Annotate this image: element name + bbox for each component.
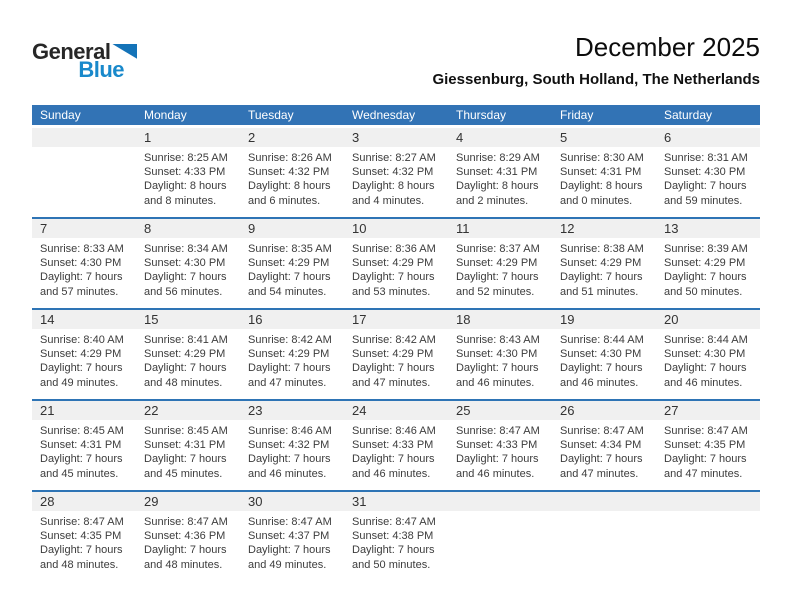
daylight-text: Daylight: 8 hours and 4 minutes.	[352, 180, 435, 207]
day-cell	[240, 238, 344, 308]
day-number-band	[32, 310, 760, 329]
daylight-text: Daylight: 7 hours and 46 minutes.	[248, 453, 331, 480]
sunrise-text: Sunrise: 8:34 AM	[144, 243, 228, 255]
day-cell	[552, 147, 656, 217]
day-number: 25	[456, 403, 471, 418]
daylight-text: Daylight: 7 hours and 46 minutes.	[456, 453, 539, 480]
day-number: 19	[560, 312, 575, 327]
sunrise-text: Sunrise: 8:36 AM	[352, 243, 436, 255]
daylight-text: Daylight: 8 hours and 2 minutes.	[456, 180, 539, 207]
sunset-text: Sunset: 4:35 PM	[40, 530, 122, 543]
sunset-text: Sunset: 4:31 PM	[144, 439, 226, 452]
sunrise-text: Sunrise: 8:25 AM	[144, 152, 228, 164]
day-number-band	[32, 492, 760, 511]
day-body-band	[32, 329, 760, 399]
day-cell	[136, 329, 240, 399]
sunrise-text: Sunrise: 8:47 AM	[560, 425, 644, 437]
month-title: December 2025	[575, 32, 760, 62]
sunrise-text: Sunrise: 8:30 AM	[560, 152, 644, 164]
sunrise-text: Sunrise: 8:47 AM	[352, 516, 436, 528]
sunset-text: Sunset: 4:33 PM	[456, 439, 538, 452]
day-number: 21	[40, 403, 55, 418]
day-number: 17	[352, 312, 367, 327]
sunrise-text: Sunrise: 8:42 AM	[248, 334, 332, 346]
sunset-text: Sunset: 4:32 PM	[248, 166, 330, 179]
calendar-table	[32, 105, 760, 581]
daylight-text: Daylight: 7 hours and 51 minutes.	[560, 271, 643, 298]
day-cell	[240, 420, 344, 490]
day-cell	[448, 420, 552, 490]
day-number: 4	[456, 130, 464, 145]
sunset-text: Sunset: 4:30 PM	[664, 348, 746, 361]
sunset-text: Sunset: 4:29 PM	[456, 257, 538, 270]
sunset-text: Sunset: 4:29 PM	[352, 257, 434, 270]
sunrise-text: Sunrise: 8:39 AM	[664, 243, 748, 255]
day-cell	[240, 147, 344, 217]
day-number: 13	[664, 221, 679, 236]
day-cell	[344, 329, 448, 399]
day-number: 5	[560, 130, 568, 145]
logo-text-blue: Blue	[78, 57, 124, 82]
daylight-text: Daylight: 7 hours and 57 minutes.	[40, 271, 123, 298]
sunset-text: Sunset: 4:35 PM	[664, 439, 746, 452]
weekday-header-tuesday: Tuesday	[248, 108, 294, 122]
day-number: 31	[352, 494, 367, 509]
sunset-text: Sunset: 4:29 PM	[664, 257, 746, 270]
sunrise-text: Sunrise: 8:37 AM	[456, 243, 540, 255]
day-cell	[136, 420, 240, 490]
sunset-text: Sunset: 4:30 PM	[664, 166, 746, 179]
day-cell	[344, 238, 448, 308]
day-cell	[344, 420, 448, 490]
sunrise-text: Sunrise: 8:29 AM	[456, 152, 540, 164]
sunset-text: Sunset: 4:31 PM	[456, 166, 538, 179]
sunset-text: Sunset: 4:31 PM	[40, 439, 122, 452]
sunset-text: Sunset: 4:32 PM	[352, 166, 434, 179]
daylight-text: Daylight: 8 hours and 8 minutes.	[144, 180, 227, 207]
day-body-band	[32, 420, 760, 490]
title-block	[432, 32, 760, 88]
day-number: 16	[248, 312, 263, 327]
sunset-text: Sunset: 4:30 PM	[560, 348, 642, 361]
sunrise-text: Sunrise: 8:27 AM	[352, 152, 436, 164]
sunset-text: Sunset: 4:36 PM	[144, 530, 226, 543]
daylight-text: Daylight: 7 hours and 50 minutes.	[664, 271, 747, 298]
daylight-text: Daylight: 7 hours and 59 minutes.	[664, 180, 747, 207]
day-cell	[656, 238, 760, 308]
daylight-text: Daylight: 7 hours and 52 minutes.	[456, 271, 539, 298]
day-number: 27	[664, 403, 679, 418]
daylight-text: Daylight: 7 hours and 49 minutes.	[248, 544, 331, 571]
week-row	[32, 128, 760, 217]
sunrise-text: Sunrise: 8:42 AM	[352, 334, 436, 346]
sunset-text: Sunset: 4:29 PM	[144, 348, 226, 361]
weekday-header-wednesday: Wednesday	[352, 108, 416, 122]
empty-day-number	[32, 128, 136, 147]
empty-day-number	[656, 492, 760, 511]
day-cell	[552, 238, 656, 308]
day-cell	[136, 238, 240, 308]
day-cell	[136, 147, 240, 217]
logo-text-general: General	[32, 39, 111, 64]
sunrise-text: Sunrise: 8:35 AM	[248, 243, 332, 255]
daylight-text: Daylight: 8 hours and 6 minutes.	[248, 180, 331, 207]
day-number: 24	[352, 403, 367, 418]
sunset-text: Sunset: 4:32 PM	[248, 439, 330, 452]
empty-day-cell	[448, 511, 552, 581]
daylight-text: Daylight: 7 hours and 47 minutes.	[664, 453, 747, 480]
daylight-text: Daylight: 7 hours and 46 minutes.	[560, 362, 643, 389]
sunrise-text: Sunrise: 8:26 AM	[248, 152, 332, 164]
empty-day-number	[448, 492, 552, 511]
sunrise-text: Sunrise: 8:47 AM	[664, 425, 748, 437]
day-cell	[32, 329, 136, 399]
day-number: 23	[248, 403, 263, 418]
sunset-text: Sunset: 4:38 PM	[352, 530, 434, 543]
day-number: 18	[456, 312, 471, 327]
sunrise-text: Sunrise: 8:45 AM	[40, 425, 124, 437]
day-cell	[240, 329, 344, 399]
day-number: 9	[248, 221, 256, 236]
sunrise-text: Sunrise: 8:46 AM	[352, 425, 436, 437]
sunrise-text: Sunrise: 8:47 AM	[248, 516, 332, 528]
day-number: 20	[664, 312, 679, 327]
day-cell	[32, 511, 136, 581]
daylight-text: Daylight: 7 hours and 47 minutes.	[248, 362, 331, 389]
weekday-header-friday: Friday	[560, 108, 594, 122]
sunrise-text: Sunrise: 8:47 AM	[456, 425, 540, 437]
day-body-band	[32, 147, 760, 217]
sunrise-text: Sunrise: 8:40 AM	[40, 334, 124, 346]
weekday-header-saturday: Saturday	[664, 108, 713, 122]
sunset-text: Sunset: 4:33 PM	[144, 166, 226, 179]
daylight-text: Daylight: 7 hours and 46 minutes.	[456, 362, 539, 389]
sunrise-text: Sunrise: 8:47 AM	[40, 516, 124, 528]
day-body-band	[32, 238, 760, 308]
daylight-text: Daylight: 7 hours and 56 minutes.	[144, 271, 227, 298]
week-row	[32, 217, 760, 308]
daylight-text: Daylight: 7 hours and 48 minutes.	[40, 544, 123, 571]
daylight-text: Daylight: 7 hours and 48 minutes.	[144, 362, 227, 389]
day-cell	[552, 420, 656, 490]
day-cell	[32, 420, 136, 490]
day-cell	[448, 329, 552, 399]
day-number: 28	[40, 494, 55, 509]
sunrise-text: Sunrise: 8:38 AM	[560, 243, 644, 255]
sunset-text: Sunset: 4:29 PM	[248, 348, 330, 361]
daylight-text: Daylight: 7 hours and 46 minutes.	[664, 362, 747, 389]
sunset-text: Sunset: 4:29 PM	[560, 257, 642, 270]
day-number: 8	[144, 221, 152, 236]
day-cell	[240, 511, 344, 581]
week-row	[32, 399, 760, 490]
daylight-text: Daylight: 7 hours and 50 minutes.	[352, 544, 435, 571]
day-cell	[448, 238, 552, 308]
day-number: 22	[144, 403, 159, 418]
weekday-header-sunday: Sunday	[40, 108, 81, 122]
daylight-text: Daylight: 7 hours and 47 minutes.	[352, 362, 435, 389]
daylight-text: Daylight: 8 hours and 0 minutes.	[560, 180, 643, 207]
empty-day-cell	[32, 147, 136, 217]
day-cell	[344, 511, 448, 581]
empty-day-cell	[656, 511, 760, 581]
day-cell	[136, 511, 240, 581]
day-number: 30	[248, 494, 263, 509]
week-row	[32, 490, 760, 581]
weekday-header-thursday: Thursday	[456, 108, 507, 122]
general-blue-logo	[32, 41, 138, 80]
day-number: 15	[144, 312, 159, 327]
sunrise-text: Sunrise: 8:41 AM	[144, 334, 228, 346]
day-number: 3	[352, 130, 360, 145]
sunset-text: Sunset: 4:33 PM	[352, 439, 434, 452]
daylight-text: Daylight: 7 hours and 47 minutes.	[560, 453, 643, 480]
sunset-text: Sunset: 4:29 PM	[248, 257, 330, 270]
daylight-text: Daylight: 7 hours and 45 minutes.	[40, 453, 123, 480]
sunset-text: Sunset: 4:29 PM	[40, 348, 122, 361]
day-number: 10	[352, 221, 367, 236]
sunrise-text: Sunrise: 8:33 AM	[40, 243, 124, 255]
sunrise-text: Sunrise: 8:44 AM	[664, 334, 748, 346]
empty-day-number	[552, 492, 656, 511]
sunrise-text: Sunrise: 8:44 AM	[560, 334, 644, 346]
day-body-band	[32, 511, 760, 581]
weekday-header-row	[32, 105, 760, 125]
sunset-text: Sunset: 4:30 PM	[40, 257, 122, 270]
sunset-text: Sunset: 4:30 PM	[456, 348, 538, 361]
day-number-band	[32, 128, 760, 147]
daylight-text: Daylight: 7 hours and 49 minutes.	[40, 362, 123, 389]
day-cell	[448, 147, 552, 217]
daylight-text: Daylight: 7 hours and 53 minutes.	[352, 271, 435, 298]
sunrise-text: Sunrise: 8:47 AM	[144, 516, 228, 528]
day-number: 26	[560, 403, 575, 418]
day-number-band	[32, 219, 760, 238]
day-number: 7	[40, 221, 48, 236]
sunrise-text: Sunrise: 8:45 AM	[144, 425, 228, 437]
day-number: 14	[40, 312, 55, 327]
day-number: 12	[560, 221, 575, 236]
empty-day-cell	[552, 511, 656, 581]
location-subtitle: Giessenburg, South Holland, The Netherlands	[432, 71, 760, 88]
week-row	[32, 308, 760, 399]
day-number-band	[32, 401, 760, 420]
day-number: 29	[144, 494, 159, 509]
sunset-text: Sunset: 4:30 PM	[144, 257, 226, 270]
sunset-text: Sunset: 4:29 PM	[352, 348, 434, 361]
weekday-header-monday: Monday	[144, 108, 187, 122]
day-number: 6	[664, 130, 672, 145]
daylight-text: Daylight: 7 hours and 54 minutes.	[248, 271, 331, 298]
sunset-text: Sunset: 4:37 PM	[248, 530, 330, 543]
day-cell	[32, 238, 136, 308]
daylight-text: Daylight: 7 hours and 48 minutes.	[144, 544, 227, 571]
day-cell	[656, 147, 760, 217]
sunrise-text: Sunrise: 8:46 AM	[248, 425, 332, 437]
day-cell	[656, 329, 760, 399]
day-cell	[552, 329, 656, 399]
day-cell	[344, 147, 448, 217]
day-cell	[656, 420, 760, 490]
daylight-text: Daylight: 7 hours and 45 minutes.	[144, 453, 227, 480]
daylight-text: Daylight: 7 hours and 46 minutes.	[352, 453, 435, 480]
day-number: 11	[456, 221, 470, 236]
sunrise-text: Sunrise: 8:43 AM	[456, 334, 540, 346]
sunrise-text: Sunrise: 8:31 AM	[664, 152, 748, 164]
day-number: 2	[248, 130, 256, 145]
sunset-text: Sunset: 4:31 PM	[560, 166, 642, 179]
sunset-text: Sunset: 4:34 PM	[560, 439, 642, 452]
day-number: 1	[144, 130, 152, 145]
